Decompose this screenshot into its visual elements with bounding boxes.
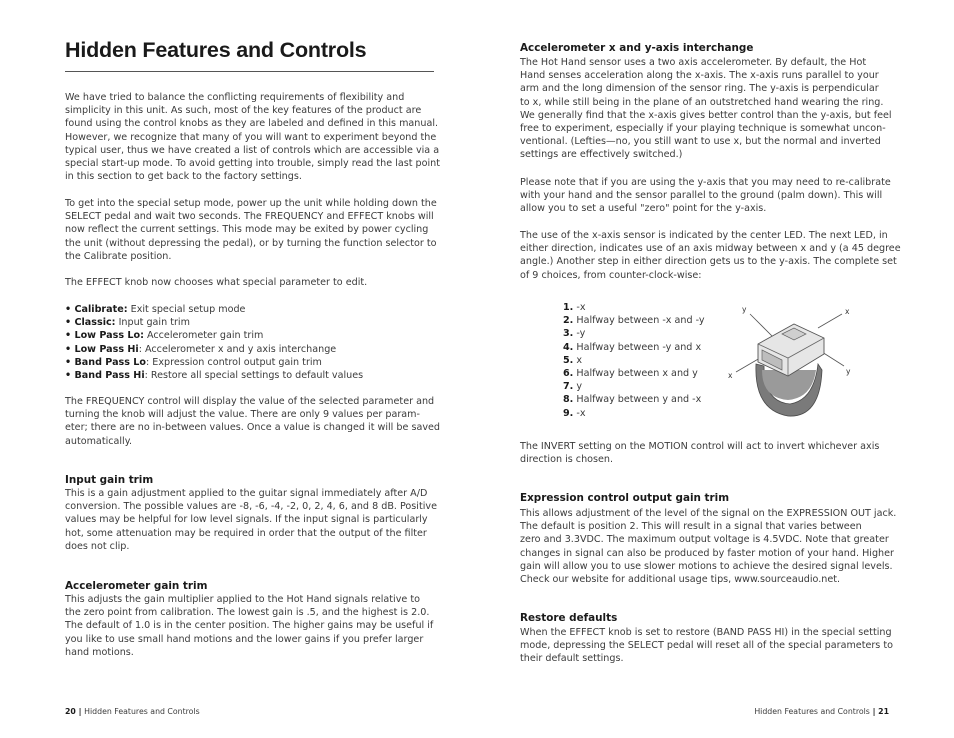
list-item-text: -y <box>573 328 586 340</box>
setup-paragraph <box>65 197 437 263</box>
y-axis-line-lower <box>822 352 844 366</box>
list-item <box>563 314 705 327</box>
text-line: The FREQUENCY control will display the value of the selected parameter and <box>65 396 435 407</box>
list-item-number: 4. <box>563 341 574 353</box>
expression-paragraph <box>520 507 896 586</box>
text-line: of 9 choices, from counter-clock-wise: <box>520 269 702 281</box>
text-line: The Hot Hand sensor uses a two axis accelerometer. By default, the Hot <box>520 57 867 68</box>
list-item-label: • Band Pass Hi <box>65 370 145 382</box>
text-line: the zero point from calibration. The lowest gain is .5, and the highest is 2.0. <box>65 607 430 619</box>
text-line: The EFFECT knob now chooses what special parameter to edit. <box>65 277 368 288</box>
axis-label-x-left: x <box>728 371 733 380</box>
list-item-text: Accelerometer gain trim <box>143 330 264 342</box>
list-item <box>563 341 705 354</box>
list-item <box>65 369 363 382</box>
interchange-paragraph <box>520 56 892 162</box>
title-rule <box>65 71 434 72</box>
right-page <box>477 0 954 738</box>
axis-label-y-top: y <box>742 305 747 314</box>
text-line: ventional. (Lefties—no, you still want to use x, but the normal and inverted <box>520 136 881 148</box>
text-line: Hand senses acceleration along the x-axis. The x-axis runs parallel to your <box>520 70 879 82</box>
list-item-text: x <box>573 354 583 366</box>
text-line: Please note that if you are using the y-axis that you may need to re-calibrate <box>520 177 891 188</box>
accel-gain-paragraph <box>65 593 433 659</box>
footer-section: Hidden Features and Controls <box>754 707 870 716</box>
text-line: However, we recognize that many of you will want to experiment beyond the <box>65 131 437 143</box>
list-item <box>563 301 705 314</box>
page-title: Hidden Features and Controls <box>65 38 367 62</box>
intro-paragraph <box>65 91 440 183</box>
interchange-heading: Accelerometer x and y-axis interchange <box>520 42 754 54</box>
list-item-number: 3. <box>563 328 574 340</box>
list-item-text: Halfway between y and -x <box>573 394 702 406</box>
list-item <box>563 380 705 393</box>
parameter-list <box>65 303 363 382</box>
text-line: SELECT pedal and wait two seconds. The FREQUENCY and EFFECT knobs will <box>65 211 434 223</box>
text-line: The default is position 2. This will result in a signal that varies between <box>520 521 862 533</box>
text-line: now reflect the current settings. This mode may be exited by power cycling <box>65 224 429 236</box>
text-line: simplicity in this unit. As such, most of the key features of the product are <box>65 105 422 117</box>
text-line: their default settings. <box>520 653 624 665</box>
text-line: To get into the special setup mode, power up the unit while holding down the <box>65 198 437 209</box>
list-item-number: 8. <box>563 394 574 406</box>
effect-paragraph <box>65 276 367 289</box>
restore-paragraph <box>520 626 893 666</box>
list-item <box>563 327 705 340</box>
expression-heading: Expression control output gain trim <box>520 492 730 504</box>
footer-divider: | <box>75 707 85 716</box>
text-line: hand motions. <box>65 646 134 658</box>
list-item-number: 9. <box>563 407 574 419</box>
text-line: eter; there are no in-between values. Once a value is changed it will be saved <box>65 422 440 434</box>
text-line: This adjusts the gain multiplier applied to the Hot Hand signals relative to <box>65 594 420 605</box>
text-line: angle.) Another step in either direction gets us to the y-axis. The complete set <box>520 256 897 268</box>
text-line: to x, while still being in the plane of an outstretched hand wearing the ring. <box>520 96 884 108</box>
frequency-paragraph <box>65 395 440 448</box>
list-item-label: • Band Pass Lo <box>65 356 147 368</box>
recalibrate-paragraph <box>520 176 891 216</box>
list-item-label: • Calibrate: <box>65 304 128 315</box>
list-item-text: y <box>573 381 583 393</box>
text-line: does not clip. <box>65 540 130 552</box>
list-item-number: 7. <box>563 381 574 393</box>
text-line: zero and 3.3VDC. The maximum output voltage is 4.5VDC. Note that greater <box>520 534 889 546</box>
list-item-number: 5. <box>563 354 574 366</box>
input-gain-heading: Input gain trim <box>65 474 154 486</box>
list-item-text: : Accelerometer x and y axis interchange <box>138 343 337 355</box>
text-line: This allows adjustment of the level of the signal on the EXPRESSION OUT jack. <box>520 508 897 519</box>
list-item <box>65 316 363 329</box>
text-line: The use of the x-axis sensor is indicated by the center LED. The next LED, in <box>520 230 888 241</box>
list-item-text: Halfway between -x and -y <box>573 315 705 327</box>
list-item-text: Halfway between x and y <box>573 368 698 380</box>
list-item-label: • Low Pass Lo: <box>65 330 144 342</box>
text-line: This is a gain adjustment applied to the guitar signal immediately after A/D <box>65 488 428 499</box>
text-line: arm and the long dimension of the sensor ring. The y-axis is perpendicular <box>520 83 879 95</box>
text-line: We generally find that the x-axis gives better control than the y-axis, but feel <box>520 109 892 121</box>
text-line: mode, depressing the SELECT pedal will reset all of the special parameters to <box>520 640 893 652</box>
list-item-text: : Expression control output gain trim <box>146 356 322 368</box>
text-line: found using the control knobs as they are labeled and defined in this manual. <box>65 118 439 130</box>
text-line: the unit (without depressing the pedal), or by turning the function selector to <box>65 237 437 249</box>
axis-choice-list <box>563 301 705 420</box>
text-line: special start-up mode. To avoid getting into trouble, simply read the last point <box>65 158 441 170</box>
page-number: 21 <box>878 707 889 716</box>
footer-divider: | <box>869 707 879 716</box>
text-line: settings are effectively switched.) <box>520 149 683 161</box>
x-axis-line-upper <box>818 314 842 328</box>
list-item-number: 6. <box>563 368 574 380</box>
accel-gain-heading: Accelerometer gain trim <box>65 580 208 592</box>
axis-label-x-top: x <box>845 307 850 316</box>
text-line: direction is chosen. <box>520 454 614 466</box>
text-line: you like to use small hand motions and the lower gains if you prefer larger <box>65 633 424 645</box>
text-line: typical user, thus we have created a list of controls which are accessible via a <box>65 144 440 156</box>
footer-left <box>65 707 200 716</box>
page-number: 20 <box>65 707 76 716</box>
text-line: changes in signal can also be produced by faster motion of your hand. Higher <box>520 547 894 559</box>
invert-paragraph <box>520 440 879 466</box>
axis-label-y-right: y <box>846 367 851 376</box>
list-item <box>563 354 705 367</box>
led-paragraph <box>520 229 901 282</box>
text-line: turning the knob will adjust the value. There are only 9 values per param- <box>65 409 420 421</box>
text-line: either direction, indicates use of an axis midway between x and y (a 45 degree <box>520 243 901 255</box>
footer-section: Hidden Features and Controls <box>84 707 200 716</box>
list-item-text: Exit special setup mode <box>127 304 246 315</box>
text-line: We have tried to balance the conflicting requirements of flexibility and <box>65 92 405 103</box>
text-line: The default of 1.0 is in the center position. The higher gains may be useful if <box>65 620 434 632</box>
text-line: automatically. <box>65 435 133 447</box>
list-item <box>65 343 363 356</box>
list-item-text: -x <box>573 302 586 313</box>
text-line: When the EFFECT knob is set to restore (BAND PASS HI) in the special setting <box>520 627 892 638</box>
list-item <box>563 393 705 406</box>
text-line: allow you to set a useful "zero" point for the y-axis. <box>520 203 767 215</box>
text-line: gain will allow you to use slower motions to achieve the desired signal levels. <box>520 560 893 572</box>
list-item <box>65 303 363 316</box>
list-item-text: : Restore all special settings to default values <box>144 370 364 382</box>
list-item-label: • Classic: <box>65 317 116 329</box>
text-line: hot, some attenuation may be required in order that the output of the filter <box>65 527 427 539</box>
hot-hand-ring-diagram <box>722 300 862 420</box>
list-item-text: -x <box>573 407 586 419</box>
text-line: the Calibrate position. <box>65 250 172 262</box>
text-line: free to experiment, especially if your playing technique is somewhat uncon- <box>520 123 886 135</box>
restore-heading: Restore defaults <box>520 612 618 624</box>
input-gain-paragraph <box>65 487 437 553</box>
list-item-number: 1. <box>563 302 574 313</box>
list-item-text: Halfway between -y and x <box>573 341 702 353</box>
list-item <box>65 356 363 369</box>
list-item-text: Input gain trim <box>115 317 190 329</box>
text-line: The INVERT setting on the MOTION control will act to invert whichever axis <box>520 441 880 452</box>
list-item <box>563 367 705 380</box>
list-item <box>65 329 363 342</box>
text-line: conversion. The possible values are -8, -6, -4, -2, 0, 2, 4, 6, and 8 dB. Positive <box>65 501 437 513</box>
text-line: with your hand and the sensor parallel to the ground (palm down). This will <box>520 190 883 202</box>
list-item-label: • Low Pass Hi <box>65 343 139 355</box>
list-item <box>563 407 705 420</box>
text-line: Check our website for additional usage tips, www.sourceaudio.net. <box>520 574 841 586</box>
text-line: values may be helpful for low level signals. If the input signal is particularly <box>65 514 428 526</box>
list-item-number: 2. <box>563 315 574 327</box>
text-line: in this section to get back to the factory settings. <box>65 171 302 183</box>
footer-right <box>754 707 889 716</box>
